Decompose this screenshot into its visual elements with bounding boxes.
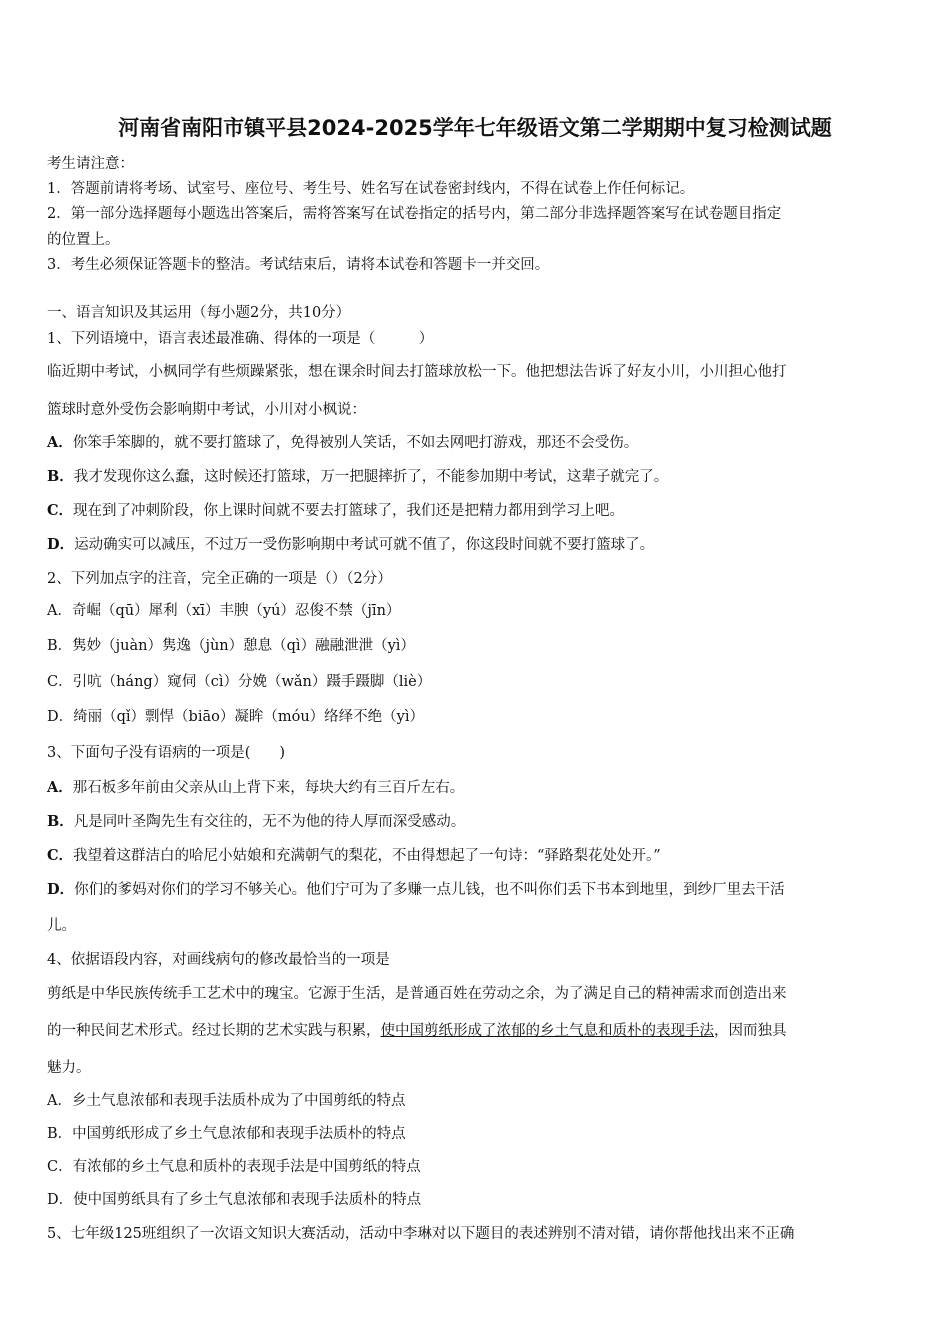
- option-text: 现在到了冲刺阶段，你上课时间就不要去打篮球了，我们还是把精力都用到学习上吧。: [73, 503, 625, 519]
- option-letter: A．: [47, 434, 73, 451]
- option-letter: C．: [47, 502, 74, 519]
- q4-option-a: A．乡土气息浓郁和表现手法质朴成为了中国剪纸的特点: [47, 1093, 406, 1109]
- q2-stem: 2、下列加点字的注音，完全正确的一项是（）（2分）: [47, 571, 392, 587]
- q5-stem: 5、七年级125班组织了一次语文知识大赛活动，活动中李琳对以下题目的表述辨别不清对错，请你帮他找出来不正确: [47, 1226, 795, 1242]
- q4-stem: 4、依据语段内容，对画线病句的修改最恰当的一项是: [47, 952, 390, 968]
- option-text: 那石板多年前由父亲从山上背下来，每块大约有三百斤左右。: [72, 780, 465, 796]
- q1-option-c: [47, 499, 907, 520]
- q4-passage-1: 剪纸是中华民族传统手工艺术中的瑰宝。它源于生活，是普通百姓在劳动之余，为了满足自己的精神需求而创造出来: [47, 986, 787, 1002]
- option-letter: D．: [47, 881, 75, 898]
- q3-option-a: [47, 776, 907, 797]
- notice-item-3: 3．考生必须保证答题卡的整洁。考试结束后，请将本试卷和答题卡一并交回。: [47, 257, 550, 273]
- q1-context-2: 篮球时意外受伤会影响期中考试，小川对小枫说：: [47, 402, 366, 418]
- section-heading: 一、语言知识及其运用（每小题2分，共10分）: [47, 305, 351, 321]
- option-text: 你笨手笨脚的，就不要打篮球了，免得被别人笑话，不如去网吧打游戏，那还不会受伤。: [72, 435, 639, 451]
- option-letter: B．: [47, 813, 74, 830]
- option-letter: D．: [47, 536, 75, 553]
- q4-option-c: C．有浓郁的乡土气息和质朴的表现手法是中国剪纸的特点: [47, 1159, 421, 1175]
- notice-heading: 考生请注意：: [47, 156, 134, 172]
- q3-stem: 3、下面句子没有语病的一项是( ): [47, 745, 286, 761]
- option-text: 我望着这群洁白的哈尼小姑娘和充满朝气的梨花，不由得想起了一句诗：“驿路梨花处处开。”: [73, 848, 661, 864]
- q4-passage-2b: ，因而独具: [714, 1023, 787, 1039]
- q1-option-d: [47, 533, 907, 554]
- option-text: 你们的爹妈对你们的学习不够关心。他们宁可为了多赚一点儿钱，也不叫你们丢下书本到地里，到纱厂里去干活: [74, 882, 785, 898]
- q1-stem: 1、下列语境中，语言表述最准确、得体的一项是（ ）: [47, 331, 434, 347]
- q4-option-d: D．使中国剪纸具有了乡土气息浓郁和表现手法质朴的特点: [47, 1192, 422, 1208]
- notice-item-2-cont: 的位置上。: [47, 232, 120, 248]
- q3-option-b: [47, 810, 907, 831]
- q4-passage-3: 魅力。: [47, 1060, 91, 1076]
- q3-option-d-cont: 儿。: [47, 918, 76, 934]
- q1-option-b: [47, 465, 907, 486]
- q4-underlined-sentence: 使中国剪纸形成了浓郁的乡土气息和质朴的表现手法: [380, 1023, 714, 1039]
- q4-passage-2a: 的一种民间艺术形式。经过长期的艺术实践与积累，: [47, 1023, 381, 1039]
- option-text: 我才发现你这么蠢，这时候还打篮球，万一把腿摔折了，不能参加期中考试，这辈子就完了。: [73, 469, 669, 485]
- q3-option-d: [47, 878, 907, 899]
- option-letter: B．: [47, 468, 74, 485]
- page-title: 河南省南阳市镇平县2024-2025学年七年级语文第二学期期中复习检测试题: [118, 116, 832, 140]
- q2-option-c: C．引吭（háng）窥伺（cì）分娩（wǎn）蹑手蹑脚（liè）: [47, 674, 432, 690]
- q4-passage-2: [47, 1019, 907, 1040]
- option-letter: C．: [47, 847, 74, 864]
- q2-option-d: D．绮丽（qǐ）剽悍（biāo）凝眸（móu）络绎不绝（yì）: [47, 709, 424, 725]
- option-letter: A．: [47, 779, 73, 796]
- notice-item-1: 1．答题前请将考场、试室号、座位号、考生号、姓名写在试卷密封线内，不得在试卷上作任何标记。: [47, 181, 695, 197]
- option-text: 凡是同叶圣陶先生有交往的，无不为他的待人厚而深受感动。: [73, 814, 466, 830]
- q1-option-a: [47, 431, 907, 452]
- q2-option-a: A．奇崛（qū）犀利（xī）丰腴（yú）忍俊不禁（jīn）: [47, 603, 401, 619]
- notice-item-2: 2．第一部分选择题每小题选出答案后，需将答案写在试卷指定的括号内，第二部分非选择题答案写在试卷题目指定: [47, 206, 782, 222]
- q4-option-b: B．中国剪纸形成了乡土气息浓郁和表现手法质朴的特点: [47, 1126, 406, 1142]
- q2-option-b: B．隽妙（juàn）隽逸（jùn）憩息（qì）融融泄泄（yì）: [47, 638, 415, 654]
- option-text: 运动确实可以减压，不过万一受伤影响期中考试可就不值了，你这段时间就不要打篮球了。: [74, 537, 655, 553]
- q3-option-c: [47, 844, 907, 865]
- q1-context-1: 临近期中考试，小枫同学有些烦躁紧张，想在课余时间去打篮球放松一下。他把想法告诉了好友小川，小川担心他打: [47, 364, 787, 380]
